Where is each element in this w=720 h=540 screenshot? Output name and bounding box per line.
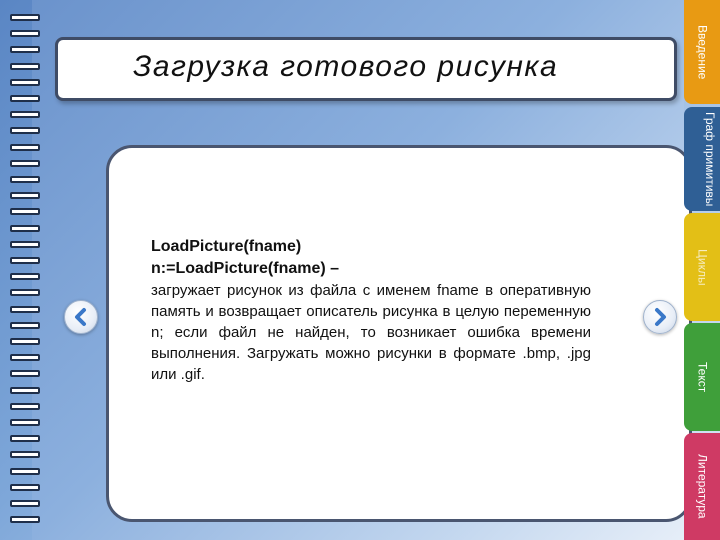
binding-ring — [10, 46, 40, 53]
binding-ring — [10, 225, 40, 232]
binding-ring — [10, 144, 40, 151]
tab-label: Литература — [695, 454, 710, 519]
tab-intro[interactable] — [684, 0, 720, 104]
binding-ring — [10, 306, 40, 313]
binding-ring — [10, 419, 40, 426]
tab-literature[interactable] — [684, 433, 720, 540]
binding-ring — [10, 30, 40, 37]
binding-ring — [10, 63, 40, 70]
content-body — [151, 236, 591, 385]
notebook-binding — [10, 10, 40, 530]
binding-ring — [10, 176, 40, 183]
chevron-left-icon — [71, 307, 91, 327]
binding-ring — [10, 273, 40, 280]
binding-ring — [10, 468, 40, 475]
binding-ring — [10, 484, 40, 491]
binding-ring — [10, 387, 40, 394]
binding-ring — [10, 354, 40, 361]
tab-text[interactable] — [684, 323, 720, 431]
binding-ring — [10, 79, 40, 86]
tab-label: Циклы — [695, 248, 710, 286]
binding-ring — [10, 208, 40, 215]
binding-ring — [10, 435, 40, 442]
binding-ring — [10, 14, 40, 21]
binding-ring — [10, 95, 40, 102]
binding-ring — [10, 403, 40, 410]
binding-ring — [10, 451, 40, 458]
binding-ring — [10, 516, 40, 523]
tab-label: Введение — [695, 24, 710, 80]
code-line: LoadPicture(fname) — [151, 238, 302, 255]
tab-label: Граф примитивы — [703, 111, 717, 207]
binding-ring — [10, 322, 40, 329]
binding-ring — [10, 257, 40, 264]
binding-ring — [10, 370, 40, 377]
page-title: Загрузка готового рисунка — [133, 50, 559, 83]
tab-graphics-primitives[interactable] — [684, 107, 720, 211]
tab-label: Текст — [695, 361, 710, 393]
binding-ring — [10, 289, 40, 296]
binding-ring — [10, 160, 40, 167]
code-line: n:=LoadPicture(fname) – — [151, 260, 340, 277]
chevron-right-icon — [650, 307, 670, 327]
content-card — [106, 145, 692, 522]
binding-ring — [10, 192, 40, 199]
tab-loops[interactable] — [684, 213, 720, 321]
binding-ring — [10, 500, 40, 507]
binding-ring — [10, 111, 40, 118]
next-slide-button[interactable] — [643, 300, 677, 334]
binding-ring — [10, 127, 40, 134]
prev-slide-button[interactable] — [64, 300, 98, 334]
description-text: загружает рисунок из файла с именем fname в оперативную память и возвращает описатель рисунка в целую переменную n; если файл не найден, то возникает ошибка времени выполнения. Загружать можно рисунки в формате .bmp, .jpg или .gif. — [151, 282, 591, 383]
binding-ring — [10, 338, 40, 345]
binding-ring — [10, 241, 40, 248]
title-box — [55, 37, 677, 101]
